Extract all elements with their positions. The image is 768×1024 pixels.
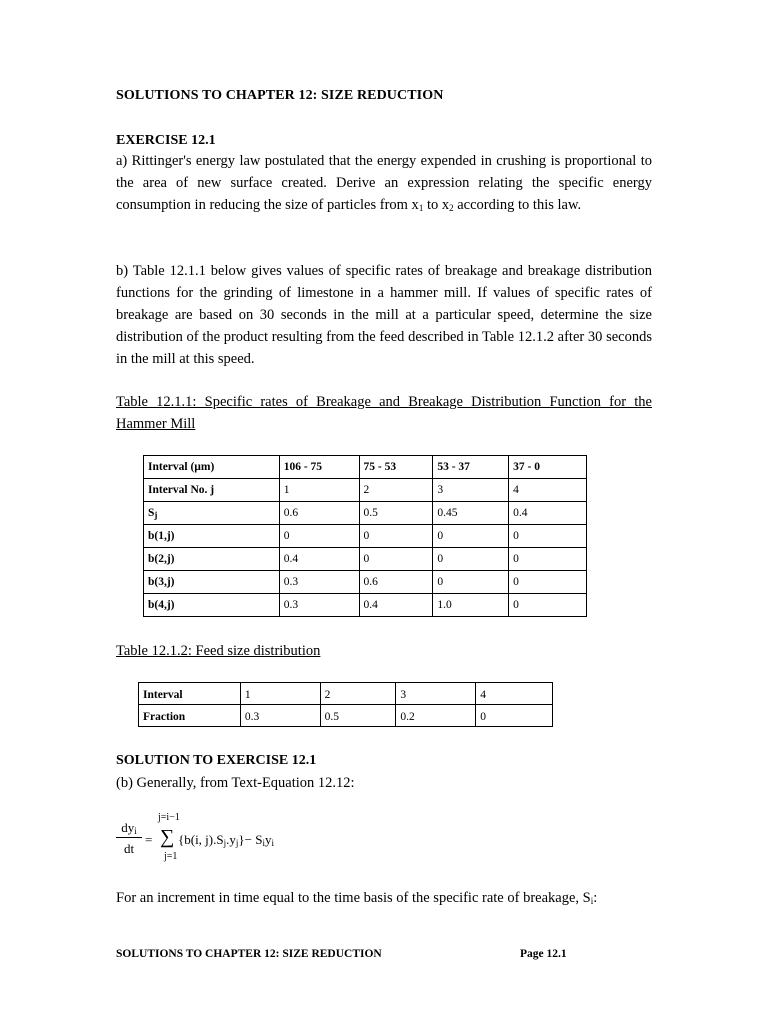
numerator-subscript: i: [134, 826, 137, 836]
page-number: Page 12.1: [520, 948, 567, 960]
table-cell: 0.6: [279, 502, 359, 525]
table-cell: 0.3: [240, 705, 320, 727]
eq-part: }− S: [238, 832, 263, 847]
table-cell: 53 - 37: [433, 456, 509, 479]
table-cell: 4: [476, 683, 553, 705]
table-row: [139, 683, 553, 705]
solution-intro: (b) Generally, from Text-Equation 12.12:: [116, 775, 355, 791]
table-cell: 0: [509, 594, 587, 617]
breakage-table: [143, 455, 587, 617]
increment-paragraph: [116, 890, 597, 907]
table-cell: Fraction: [139, 705, 241, 727]
table-cell: Interval (µm): [144, 456, 280, 479]
table-cell: 1: [240, 683, 320, 705]
table-row: [144, 548, 587, 571]
equation-numerator: [116, 820, 142, 838]
table-row: [144, 479, 587, 502]
table-cell: 2: [359, 479, 433, 502]
eq-subscript: i: [271, 838, 274, 848]
sum-lower-limit: j=1: [164, 851, 178, 862]
sum-upper-limit: j=i−1: [158, 812, 180, 823]
table-cell: 0.2: [396, 705, 476, 727]
exercise-title: EXERCISE 12.1: [116, 133, 216, 148]
table-row: [144, 594, 587, 617]
table-cell: 0: [509, 548, 587, 571]
s-label: S: [148, 507, 155, 519]
equals-sign: =: [145, 832, 153, 847]
table-cell: 0: [433, 571, 509, 594]
table-cell: 0.3: [279, 571, 359, 594]
summation-symbol: ∑: [160, 826, 175, 848]
table-cell: 106 - 75: [279, 456, 359, 479]
x2-subscript: 2: [449, 203, 454, 213]
feed-distribution-table: [138, 682, 553, 727]
table-cell: 0.6: [359, 571, 433, 594]
table-cell: b(4,j): [144, 594, 280, 617]
table-row: [139, 705, 553, 727]
equation-fraction: [116, 820, 142, 857]
table-header-row: [144, 456, 587, 479]
table-cell: 1: [279, 479, 359, 502]
table-cell: 0.5: [359, 502, 433, 525]
table-cell: 37 - 0: [509, 456, 587, 479]
table-cell: 0: [359, 525, 433, 548]
table-cell: 0: [279, 525, 359, 548]
table-cell: Interval: [139, 683, 241, 705]
table-cell: 2: [320, 683, 396, 705]
eq-subscript: j: [223, 838, 227, 848]
table-cell: 0: [433, 525, 509, 548]
table-cell: 0.45: [433, 502, 509, 525]
part-a-between: to x: [423, 197, 450, 213]
table-row: [144, 525, 587, 548]
table-row: [144, 571, 587, 594]
table-cell: 0: [476, 705, 553, 727]
table-cell: Interval No. j: [144, 479, 280, 502]
table-cell: 0: [509, 571, 587, 594]
table-cell: 0.4: [509, 502, 587, 525]
table-cell: 75 - 53: [359, 456, 433, 479]
part-a-text: a) Rittinger's energy law postulated that the energy expended in crushing is proportional to the area of new surface created. Derive an expression relating the specific energy consumption in reducing the size of particles from x: [116, 153, 652, 213]
table-cell: 0: [433, 548, 509, 571]
footer-title: SOLUTIONS TO CHAPTER 12: SIZE REDUCTION: [116, 948, 382, 960]
eq-part: .y: [226, 832, 236, 847]
table-cell: 1.0: [433, 594, 509, 617]
table-cell: 0.3: [279, 594, 359, 617]
eq-part: {b(i, j).S: [178, 832, 224, 847]
increment-subscript: i: [590, 896, 594, 906]
table-cell: 4: [509, 479, 587, 502]
increment-end: :: [593, 890, 598, 906]
part-b-paragraph: b) Table 12.1.1 below gives values of specific rates of breakage and breakage distribution functions for the grinding of limestone in a hammer mill. If values of specific rates of breakage are based on 30 seconds in the mill at a particular speed, determine the size distribution of the product resulting from the feed described in Table 12.1.2 after 30 seconds in the mill at this speed.: [116, 263, 652, 367]
table-cell: 0: [509, 525, 587, 548]
part-a-end: according to this law.: [453, 197, 582, 213]
table-cell: 3: [396, 683, 476, 705]
table-cell: 3: [433, 479, 509, 502]
numerator-text: dy: [121, 820, 135, 835]
eq-subscript: j: [235, 838, 239, 848]
table-cell: 0: [359, 548, 433, 571]
part-a-paragraph: [116, 150, 652, 219]
s-subscript: j: [154, 510, 158, 520]
table-cell: 0.4: [279, 548, 359, 571]
eq-subscript: i: [262, 838, 265, 848]
equation: [116, 812, 436, 872]
table-cell: b(1,j): [144, 525, 280, 548]
table2-caption: Table 12.1.2: Feed size distribution: [116, 643, 321, 659]
table-cell: b(2,j): [144, 548, 280, 571]
table-cell: b(3,j): [144, 571, 280, 594]
eq-part: y: [264, 832, 272, 847]
table1-caption: Table 12.1.1: Specific rates of Breakage and Breakage Distribution Function for the Hammer Mill: [116, 394, 652, 432]
page-heading: SOLUTIONS TO CHAPTER 12: SIZE REDUCTION: [116, 88, 444, 103]
table-cell: [144, 502, 280, 525]
increment-text: For an increment in time equal to the time basis of the specific rate of breakage, S: [116, 890, 591, 906]
table-cell: 0.5: [320, 705, 396, 727]
table-row: [144, 502, 587, 525]
solution-title: SOLUTION TO EXERCISE 12.1: [116, 753, 317, 768]
equation-denominator: dt: [123, 841, 135, 856]
equation-body: [178, 832, 274, 848]
table-cell: 0.4: [359, 594, 433, 617]
x1-subscript: 1: [418, 203, 424, 213]
